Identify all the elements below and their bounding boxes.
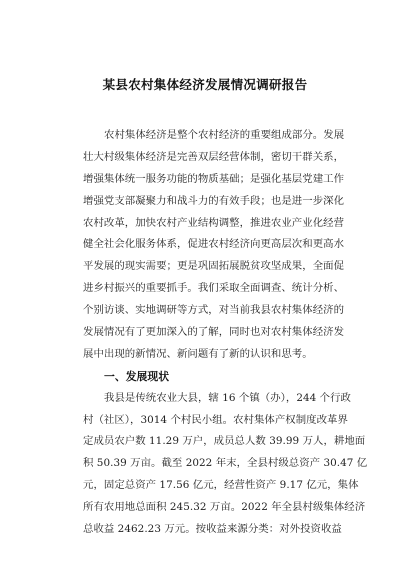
paragraph-line: 元，固定总资产 17.56 亿元，经营性资产 9.17 亿元，集体 <box>83 479 359 492</box>
paragraph-line: 发展情况有了更加深入的了解，同时也对农村集体经济发 <box>83 326 345 339</box>
paragraph-line: 壮大村级集体经济是完善双层经营体制，密切干群关系， <box>83 150 345 163</box>
paragraph-line: 所有农用地总面积 245.32 万亩。2022 年全县村级集体经济 <box>83 501 366 514</box>
paragraph-line: 增强集体统一服务功能的物质基础；是强化基层党建工作 <box>83 172 345 185</box>
document-title: 某县农村集体经济发展情况调研报告 <box>102 77 308 92</box>
document-body <box>83 125 368 541</box>
paragraph-line: 农村集体经济是整个农村经济的重要组成部分。发展 <box>104 129 345 141</box>
paragraph-line: 展中出现的新情况、新问题有了新的认识和思考。 <box>83 347 313 360</box>
paragraph-line: 积 50.39 万亩。截至 2022 年末，全县村级总资产 30.47 亿 <box>83 457 368 470</box>
paragraph-line: 我县是传统农业大县，辖 16 个镇（办），244 个行政 <box>104 391 351 404</box>
paragraph-line: 总收益 2462.23 万元。按收益来源分类：对外投资收益 <box>83 523 342 536</box>
section-heading: 一、发展现状 <box>104 369 170 383</box>
paragraph-line: 个别访谈、实地调研等方式，对当前我县农村集体经济的 <box>83 304 345 317</box>
paragraph-line: 平发展的现实需要；更是巩固拓展脱贫攻坚成果，全面促 <box>83 260 345 273</box>
paragraph-line: 健全社会化服务体系，促进农村经济向更高层次和更高水 <box>83 238 345 251</box>
paragraph-line: 进乡村振兴的重要抓手。我们采取全面调查、统计分析、 <box>83 282 345 295</box>
paragraph-line: 定成员农户数 11.29 万户，成员总人数 39.99 万人，耕地面 <box>83 435 366 448</box>
paragraph-line: 村（社区），3014 个村民小组。农村集体产权制度改革界 <box>83 413 348 426</box>
paragraph-line: 增强党支部凝聚力和战斗力的有效手段；也是进一步深化 <box>83 194 345 207</box>
paragraph-line: 农村改革，加快农村产业结构调整，推进农业产业化经营 <box>83 216 345 229</box>
